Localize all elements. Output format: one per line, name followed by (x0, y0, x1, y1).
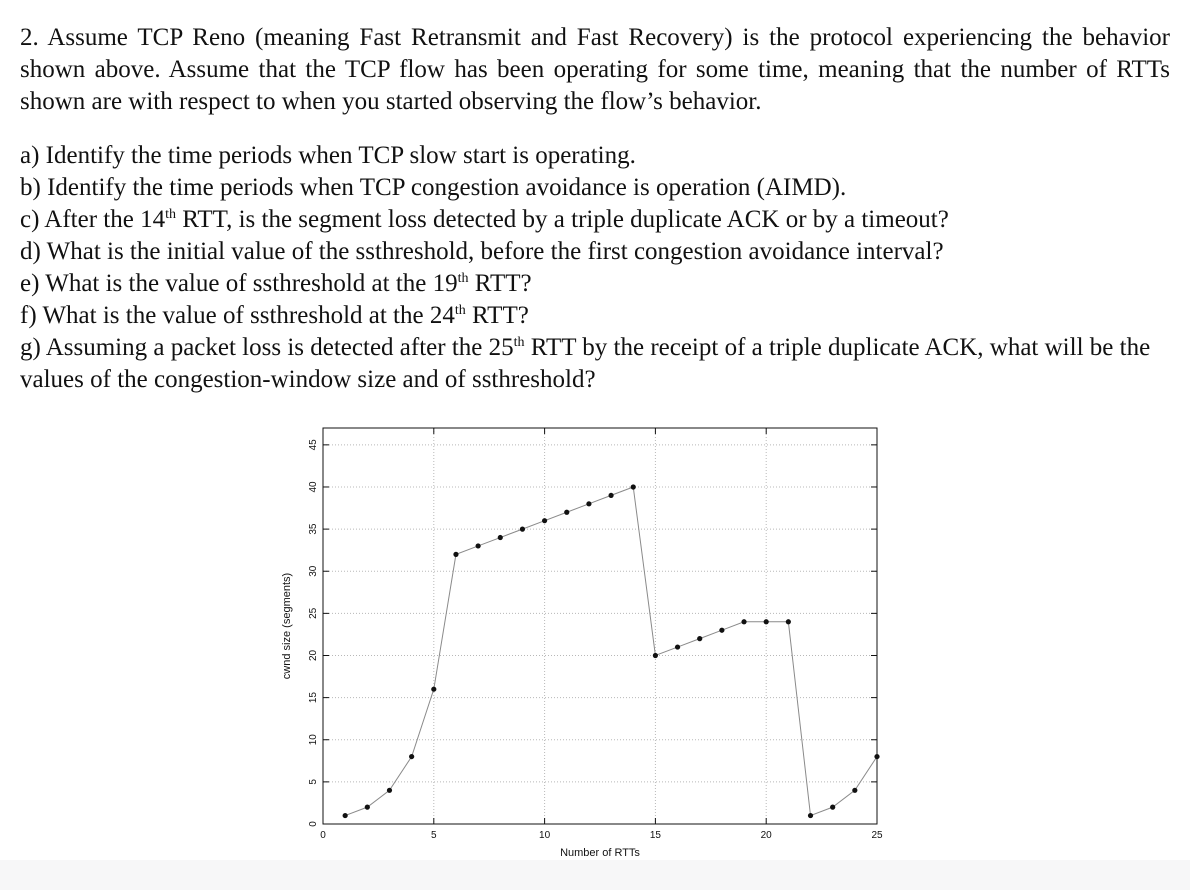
data-point (564, 510, 569, 515)
data-point (808, 813, 813, 818)
part-a: a) Identify the time periods when TCP slow start is operating. (20, 142, 636, 169)
data-point (764, 619, 769, 624)
data-point (431, 687, 436, 692)
data-point (586, 501, 591, 506)
data-point (830, 805, 835, 810)
part-c-text-end: RTT, is the segment loss detected by a triple duplicate ACK or by a timeout? (175, 206, 949, 233)
data-point (387, 788, 392, 793)
part-e-text-end: RTT? (468, 270, 532, 297)
x-tick-label: 20 (760, 830, 772, 841)
part-c (20, 204, 1170, 236)
data-point (520, 527, 525, 532)
data-point (476, 543, 481, 548)
part-e (20, 268, 1170, 300)
data-point (786, 619, 791, 624)
y-tick-label: 40 (308, 481, 319, 493)
data-point (741, 619, 746, 624)
part-f (20, 300, 1170, 332)
data-point (697, 636, 702, 641)
data-point (608, 493, 613, 498)
part-f-text-end: RTT? (465, 302, 529, 329)
data-point (653, 653, 658, 658)
data-point (343, 813, 348, 818)
part-c-superscript: th (165, 207, 176, 222)
y-tick-label: 10 (308, 734, 319, 746)
y-tick-label: 30 (308, 565, 319, 577)
x-tick-label: 25 (871, 830, 883, 841)
part-g-text-end: RTT by the receipt of a triple duplicate ACK, what will be the values of the congestion-window size and of ssthreshold? (20, 334, 1151, 393)
y-tick-label: 0 (308, 821, 319, 827)
data-point (852, 788, 857, 793)
part-f-text-start: f) What is the value of ssthreshold at the 24 (20, 302, 455, 329)
chart-ticks (308, 428, 883, 841)
data-point (719, 628, 724, 633)
y-tick-label: 15 (308, 692, 319, 704)
x-tick-label: 0 (320, 830, 326, 841)
part-f-superscript: th (454, 303, 466, 318)
y-tick-label: 20 (308, 649, 319, 662)
data-point (675, 644, 680, 649)
data-point (498, 535, 503, 540)
x-tick-label: 5 (431, 830, 437, 841)
y-tick-label: 25 (308, 607, 319, 619)
data-point (453, 552, 458, 557)
x-axis-title: Number of RTTs (560, 847, 640, 859)
bottom-band (0, 860, 1190, 890)
y-tick-label: 45 (308, 439, 319, 451)
part-g-text-start: g) Assuming a packet loss is detected after the 25 (20, 334, 514, 361)
part-g-superscript: th (513, 335, 525, 350)
data-point (542, 518, 547, 523)
y-axis-title: cwnd size (segments) (281, 572, 293, 680)
x-tick-label: 15 (649, 830, 661, 841)
part-e-superscript: th (457, 271, 469, 286)
part-d: d) What is the initial value of the ssthreshold, before the first congestion avoidance interval? (20, 238, 944, 265)
x-tick-label: 10 (539, 830, 551, 841)
part-g (20, 332, 1170, 396)
data-point (365, 805, 370, 810)
chart-series (343, 484, 880, 818)
part-c-text-start: c) After the 14 (20, 206, 166, 233)
cwnd-series-line (345, 487, 877, 816)
y-tick-label: 5 (308, 779, 319, 785)
data-point (409, 754, 414, 759)
question-parts (20, 140, 1170, 396)
y-tick-label: 35 (308, 523, 319, 535)
part-b: b) Identify the time periods when TCP congestion avoidance is operation (AIMD). (20, 174, 847, 201)
question-intro: 2. Assume TCP Reno (meaning Fast Retransmit and Fast Recovery) is the protocol experiencing the behavior shown above. Assume that the TCP flow has been operating for some time, meaning that the number of RTTs shown are with respect to when you started observing the flow’s behavior. (20, 24, 1170, 115)
data-point (631, 484, 636, 489)
cwnd-chart (270, 420, 890, 860)
part-e-text-start: e) What is the value of ssthreshold at the 19 (20, 270, 458, 297)
